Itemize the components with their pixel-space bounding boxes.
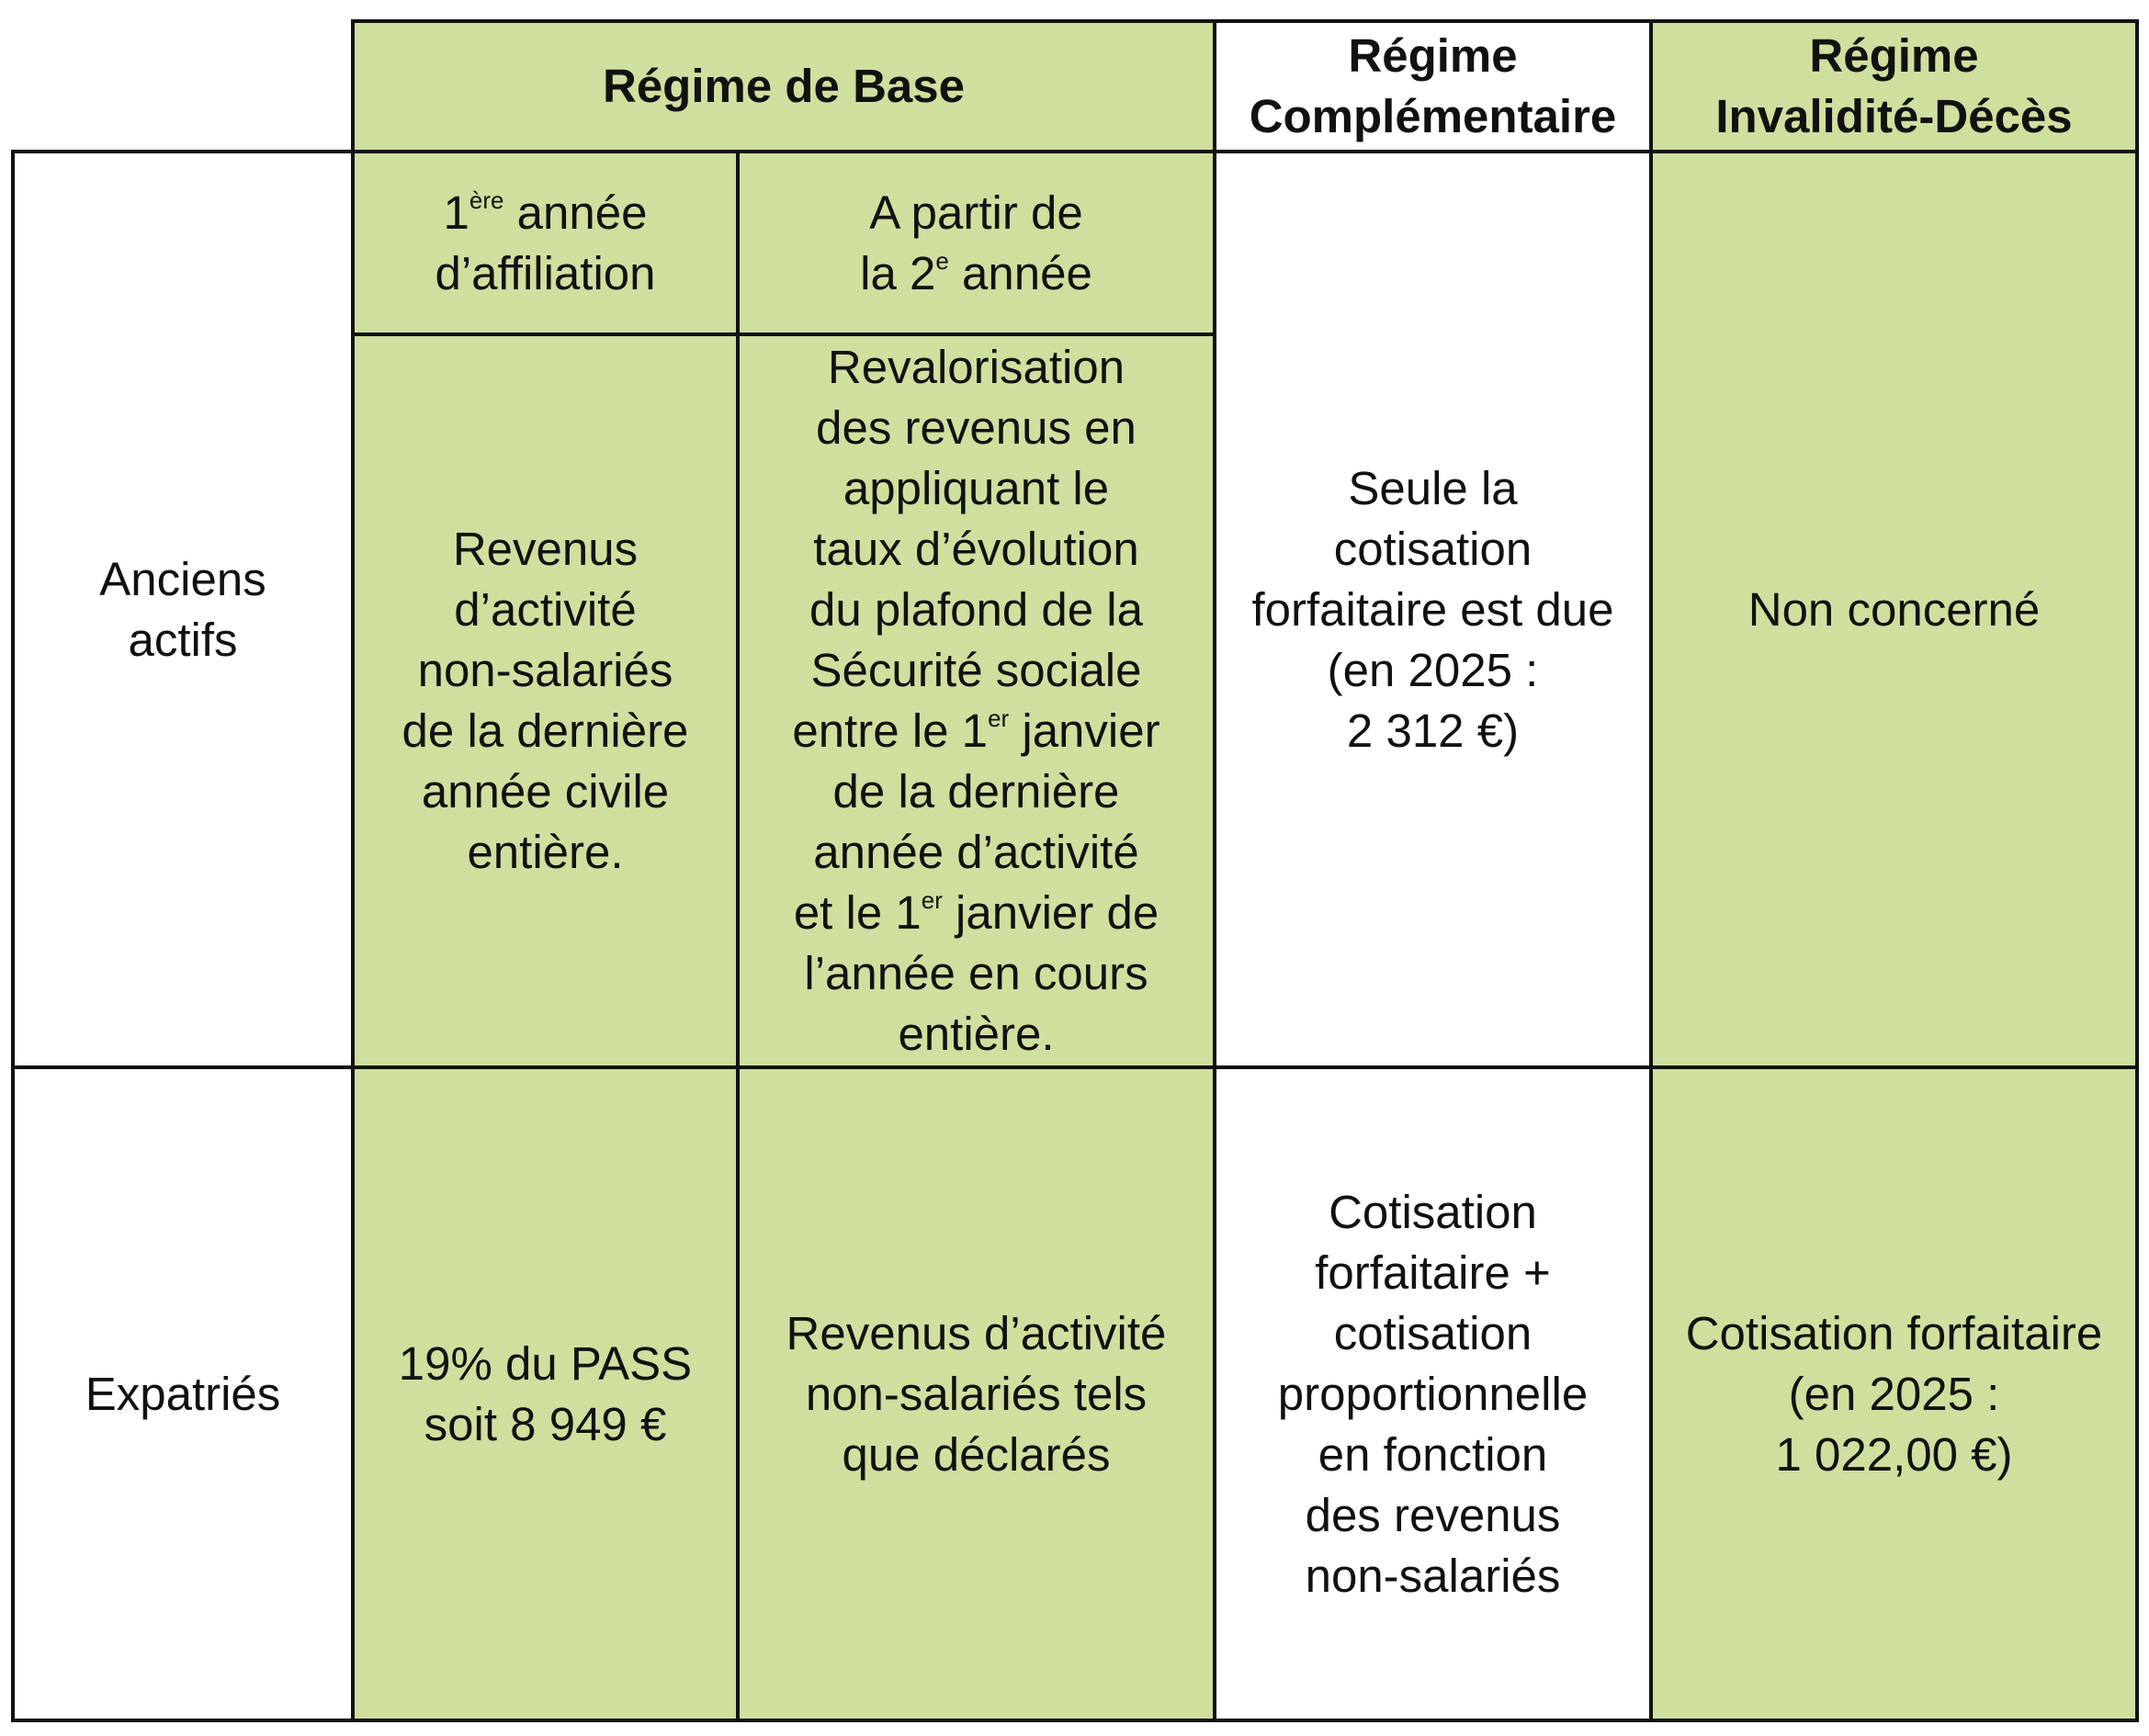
header-regime-complementaire	[1213, 19, 1653, 153]
anciens-actifs-base-first-year: Revenus d’activité non-salariés de la dernière année civile entière.	[351, 333, 740, 1069]
expatries-complementaire: Cotisation forfaitaire + cotisation proportionnelle en fonction des revenus non-salariés	[1213, 1065, 1653, 1722]
header-complementaire-line2: Complémentaire	[1249, 90, 1617, 142]
anciens-actifs-invalidite: Non concerné	[1649, 150, 2139, 1069]
anciens-actifs-complementaire: Seule la cotisation forfaitaire est due (en 2025 : 2 312 €)	[1213, 150, 1653, 1069]
subheader-first-year: 1ère année d’affiliation	[351, 150, 740, 336]
expatries-invalidite: Cotisation forfaitaire (en 2025 : 1 022,00 €)	[1649, 1065, 2139, 1722]
subheader-second-year: A partir de la 2e année	[736, 150, 1216, 336]
expatries-base-second-year: Revenus d’activité non-salariés tels que déclarés	[736, 1065, 1216, 1722]
anciens-actifs-base-second-year: Revalorisation des revenus en appliquant le taux d’évolution du plafond de la Sécurité sociale entre le 1er janvier de la dernière année d’activité et le 1er janvier de l’année en cours entière.	[736, 333, 1216, 1069]
header-complementaire-line1: Régime	[1348, 29, 1518, 82]
row-label-anciens-actifs: Anciens actifs	[11, 150, 355, 1069]
header-regime-base	[351, 19, 1216, 153]
header-regime-invalidite-deces	[1649, 19, 2139, 153]
header-invalidite-line1: Régime	[1809, 29, 1979, 82]
header-regime-base-label: Régime de Base	[602, 60, 965, 112]
header-invalidite-line2: Invalidité-Décès	[1715, 90, 2073, 142]
expatries-base-first-year: 19% du PASS soit 8 949 €	[351, 1065, 740, 1722]
row-label-expatries: Expatriés	[11, 1065, 355, 1722]
